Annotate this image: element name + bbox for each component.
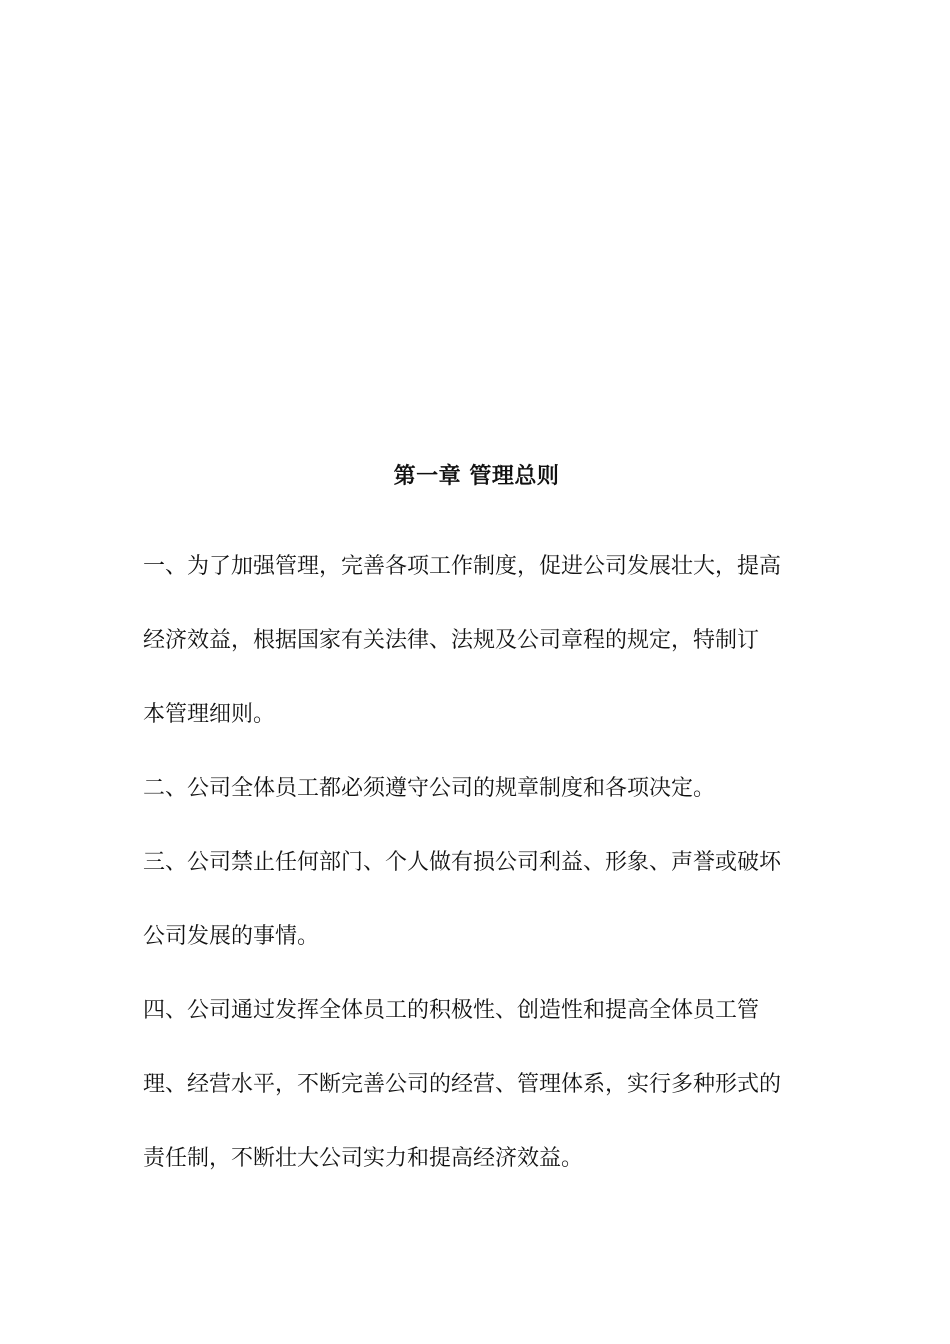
document-body xyxy=(143,458,810,1196)
paragraph-line: 三、公司禁止任何部门、个人做有损公司利益、形象、声誉或破坏 xyxy=(143,850,782,875)
article-paragraph-4 xyxy=(143,974,810,1196)
paragraph-line: 四、公司通过发挥全体员工的积极性、创造性和提高全体员工管 xyxy=(143,998,760,1023)
paragraph-line: 理、经营水平，不断完善公司的经营、管理体系，实行多种形式的 xyxy=(143,1072,782,1097)
article-paragraph-3 xyxy=(143,826,810,974)
paragraph-line: 本管理细则。 xyxy=(143,702,276,727)
paragraph-line: 二、公司全体员工都必须遵守公司的规章制度和各项决定。 xyxy=(143,776,716,801)
article-paragraph-1 xyxy=(143,530,810,752)
paragraph-line: 一、为了加强管理，完善各项工作制度，促进公司发展壮大，提高 xyxy=(143,554,782,579)
chapter-title: 第一章 管理总则 xyxy=(393,464,560,489)
paragraph-line: 责任制，不断壮大公司实力和提高经济效益。 xyxy=(143,1146,584,1171)
article-paragraph-2 xyxy=(143,752,810,826)
paragraph-line: 公司发展的事情。 xyxy=(143,924,320,949)
paragraph-line: 经济效益，根据国家有关法律、法规及公司章程的规定，特制订 xyxy=(143,628,760,653)
